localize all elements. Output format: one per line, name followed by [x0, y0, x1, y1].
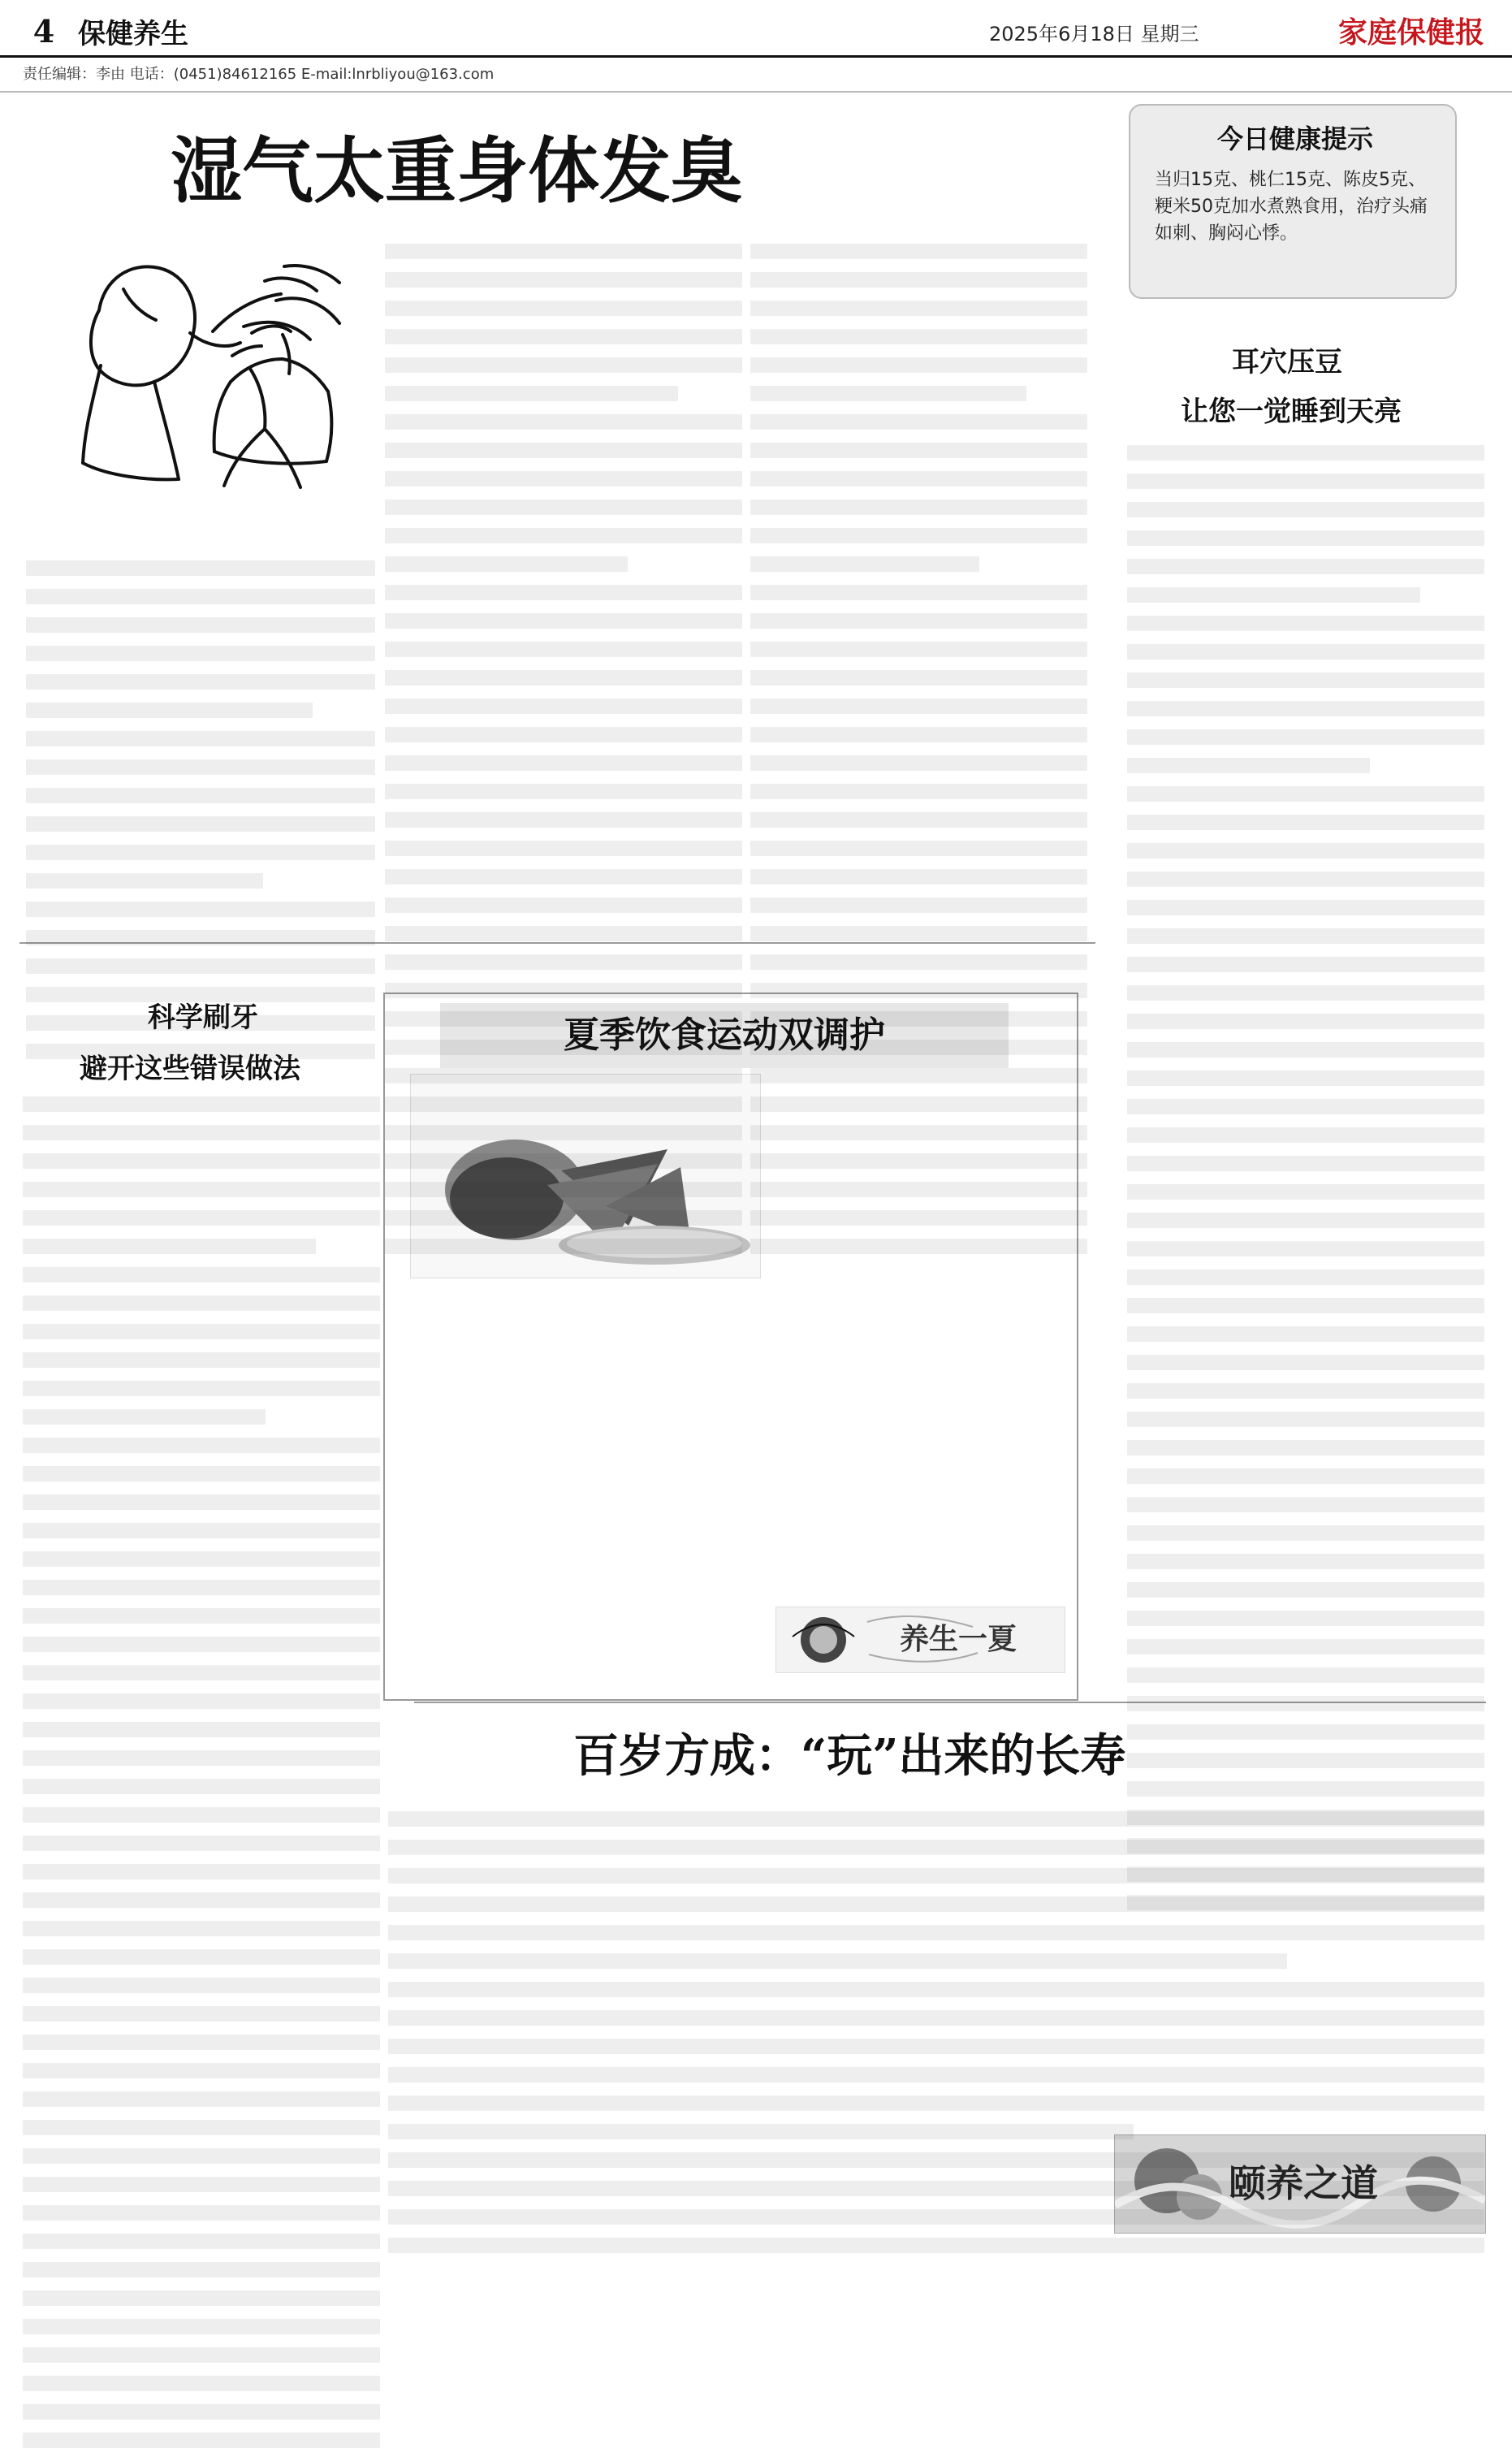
illustration	[32, 244, 398, 536]
ear-title-line1: 耳穴压豆	[1232, 346, 1342, 378]
article-text-3	[750, 244, 1087, 922]
article-text-1	[26, 560, 375, 922]
tip-body: 当归15克、桃仁15克、陈皮5克、粳米50克加水煮熟食用，治疗头痛如刺、胸闷心悸。	[1155, 170, 1428, 244]
section-title: 保健养生	[78, 18, 188, 50]
brush-title-line1: 科学刷牙	[148, 1001, 258, 1034]
brush-title-line2: 避开这些错误做法	[80, 1053, 300, 1085]
article-text-5	[23, 1096, 380, 2225]
meta-rule	[0, 91, 1512, 93]
issue-date: 2025年6月18日 星期三	[989, 23, 1199, 45]
summer-badge-text: 养生一夏	[899, 1622, 1017, 1656]
bottom-headline: 百岁方成：“玩”出来的长寿	[573, 1729, 1126, 1783]
paper-name: 家庭保健报	[1337, 15, 1484, 50]
bottom-badge-text: 颐养之道	[1229, 2161, 1378, 2205]
header-rule	[0, 55, 1512, 58]
ear-title-line2: 让您一觉睡到天亮	[1181, 396, 1402, 428]
article-text-6	[388, 1811, 1484, 2234]
main-headline: 湿气太重身体发臭	[171, 128, 743, 213]
summer-title: 夏季饮食运动双调护	[440, 1003, 1009, 1068]
page-number: 4	[32, 13, 55, 50]
editor-line: 责任编辑：李由 电话：(0451)84612165 E-mail:lnrbliyou@163.com	[23, 66, 495, 83]
tip-title: 今日健康提示	[1216, 123, 1373, 154]
article-text-2	[385, 244, 742, 922]
article-text-4	[1127, 445, 1484, 1696]
